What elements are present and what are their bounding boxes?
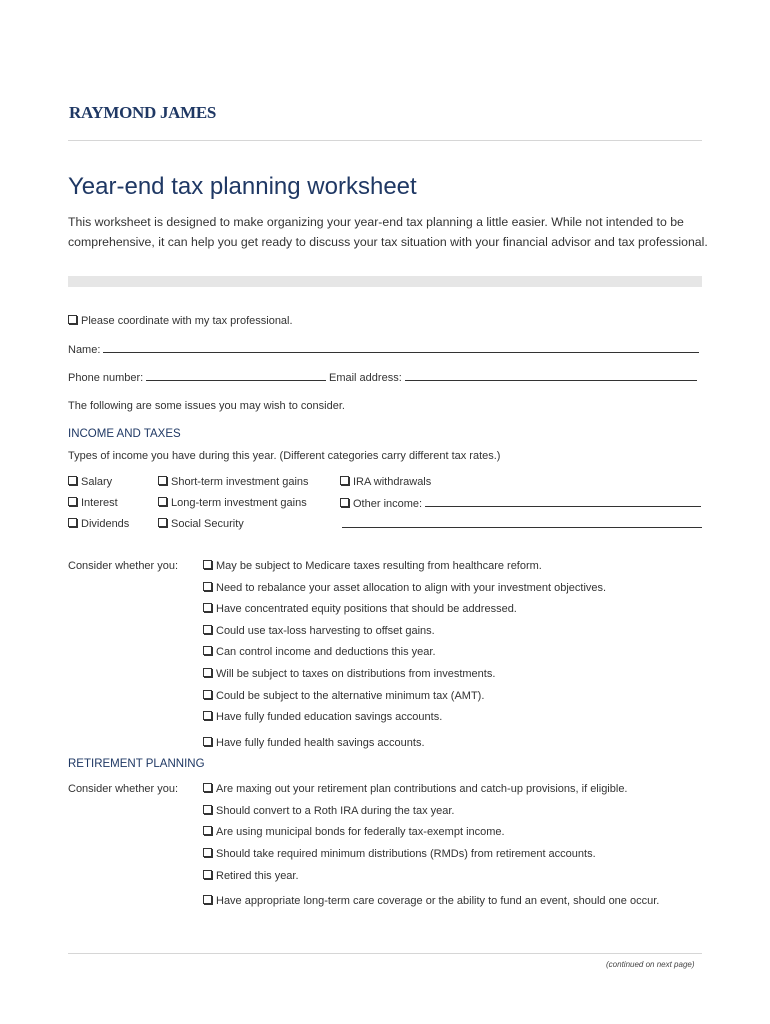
income-consider-label: Consider whether you:: [68, 560, 179, 572]
dividends-label: Dividends: [81, 518, 130, 530]
other-income-label: Other income:: [353, 498, 423, 510]
income-option: [158, 518, 244, 530]
checklist-item: [203, 870, 299, 882]
item-checkbox[interactable]: [203, 560, 212, 569]
intro-paragraph: This worksheet is designed to make organizing your year-end tax planning a little easier. While not intended to be comprehensive, it can help you get ready to discuss your tax situation with your financial advisor and tax professional.: [68, 215, 708, 249]
name-row: [68, 343, 702, 356]
long-term-gains-label: Long-term investment gains: [171, 497, 307, 509]
item-label: Have appropriate long-term care coverage or the ability to fund an event, should one occur.: [216, 895, 660, 907]
checklist-item: [203, 848, 596, 860]
social-security-label: Social Security: [171, 518, 244, 530]
item-label: Should convert to a Roth IRA during the tax year.: [216, 805, 455, 817]
income-option: [68, 476, 112, 488]
item-label: Could use tax-loss harvesting to offset gains.: [216, 625, 435, 637]
following-text: The following are some issues you may wish to consider.: [68, 400, 345, 412]
other-income-field[interactable]: [425, 497, 701, 507]
item-checkbox[interactable]: [203, 783, 212, 792]
raymond-james-logo: RAYMOND JAMES: [69, 103, 217, 122]
checklist-item: [203, 668, 495, 680]
coordinate-checkbox[interactable]: [68, 315, 77, 324]
long-term-gains-checkbox[interactable]: [158, 497, 167, 506]
dividends-checkbox[interactable]: [68, 518, 77, 527]
checklist-item: [203, 646, 436, 658]
item-label: Should take required minimum distributions (RMDs) from retirement accounts.: [216, 848, 596, 860]
income-option: [158, 476, 309, 488]
item-checkbox[interactable]: [203, 625, 212, 634]
income-heading: INCOME AND TAXES: [68, 428, 181, 440]
interest-label: Interest: [81, 497, 118, 509]
income-option: [68, 497, 118, 509]
income-option: [68, 518, 129, 530]
phone-row: [68, 371, 326, 384]
item-label: Are maxing out your retirement plan contributions and catch-up provisions, if eligible.: [216, 783, 628, 795]
checklist-item: [203, 737, 425, 749]
item-checkbox[interactable]: [203, 805, 212, 814]
checklist-item: [203, 690, 484, 702]
item-label: Can control income and deductions this year.: [216, 646, 436, 658]
item-checkbox[interactable]: [203, 711, 212, 720]
phone-label: Phone number:: [68, 372, 144, 384]
email-field[interactable]: [405, 371, 697, 381]
salary-checkbox[interactable]: [68, 476, 77, 485]
name-label: Name:: [68, 344, 101, 356]
header-divider: [68, 140, 702, 141]
item-label: Will be subject to taxes on distributions from investments.: [216, 668, 496, 680]
income-types-text: Types of income you have during this year. (Different categories carry different tax rates.): [68, 450, 501, 462]
item-checkbox[interactable]: [203, 582, 212, 591]
social-security-checkbox[interactable]: [158, 518, 167, 527]
short-term-gains-checkbox[interactable]: [158, 476, 167, 485]
other-income-checkbox[interactable]: [340, 498, 349, 507]
coordinate-row: [68, 315, 293, 327]
item-checkbox[interactable]: [203, 603, 212, 612]
checklist-item: [203, 783, 628, 795]
item-label: Are using municipal bonds for federally tax-exempt income.: [216, 826, 505, 838]
section-bar: [68, 276, 702, 287]
item-label: Retired this year.: [216, 870, 299, 882]
item-checkbox[interactable]: [203, 848, 212, 857]
income-option: [340, 476, 431, 488]
email-label: Email address:: [329, 372, 402, 384]
item-checkbox[interactable]: [203, 646, 212, 655]
checklist-item: [203, 895, 659, 907]
item-label: Have fully funded health savings accounts.: [216, 737, 425, 749]
phone-field[interactable]: [146, 371, 326, 381]
income-option: [340, 497, 701, 510]
retirement-consider-label: Consider whether you:: [68, 783, 179, 795]
email-row: [329, 371, 697, 384]
other-income-line-2: [342, 518, 702, 531]
item-label: Have concentrated equity positions that should be addressed.: [216, 603, 517, 615]
checklist-item: [203, 603, 517, 615]
checklist-item: [203, 826, 505, 838]
income-option: [158, 497, 307, 509]
item-label: May be subject to Medicare taxes resulting from healthcare reform.: [216, 560, 542, 572]
checklist-item: [203, 582, 606, 594]
continued-note: (continued on next page): [606, 960, 695, 969]
item-checkbox[interactable]: [203, 737, 212, 746]
retirement-heading: RETIREMENT PLANNING: [68, 758, 205, 770]
checklist-item: [203, 625, 435, 637]
name-field[interactable]: [103, 343, 699, 353]
item-checkbox[interactable]: [203, 690, 212, 699]
salary-label: Salary: [81, 476, 113, 488]
item-label: Could be subject to the alternative minimum tax (AMT).: [216, 690, 485, 702]
checklist-item: [203, 560, 542, 572]
item-label: Have fully funded education savings accounts.: [216, 711, 443, 723]
short-term-gains-label: Short-term investment gains: [171, 476, 309, 488]
item-checkbox[interactable]: [203, 668, 212, 677]
footer-divider: [68, 953, 702, 954]
checklist-item: [203, 805, 454, 817]
ira-withdrawals-label: IRA withdrawals: [353, 476, 432, 488]
page-title: Year-end tax planning worksheet: [68, 173, 417, 200]
ira-withdrawals-checkbox[interactable]: [340, 476, 349, 485]
interest-checkbox[interactable]: [68, 497, 77, 506]
item-label: Need to rebalance your asset allocation to align with your investment objectives.: [216, 582, 607, 594]
checklist-item: [203, 711, 442, 723]
item-checkbox[interactable]: [203, 895, 212, 904]
item-checkbox[interactable]: [203, 826, 212, 835]
item-checkbox[interactable]: [203, 870, 212, 879]
coordinate-label: Please coordinate with my tax professional.: [81, 315, 293, 327]
other-income-field-2[interactable]: [342, 518, 702, 528]
